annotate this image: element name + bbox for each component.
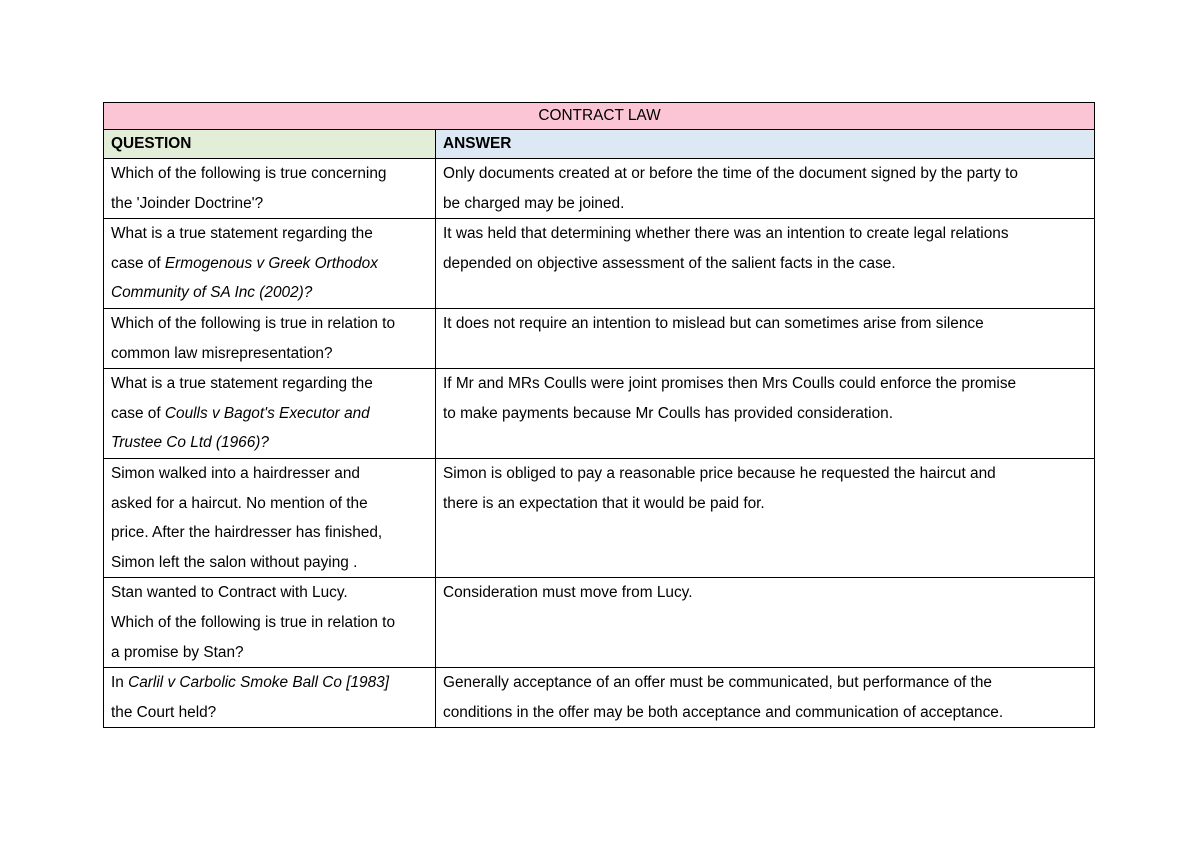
table-header-row <box>104 130 1095 159</box>
cell-text: Consideration must move from Lucy. <box>443 584 693 602</box>
question-text-line <box>111 399 429 429</box>
cell-text: Which of the following is true concerning <box>111 165 387 182</box>
answer-text-line <box>443 159 1088 189</box>
answer-text-line <box>443 369 1088 399</box>
cell-text: be charged may be joined. <box>443 194 625 212</box>
answer-column-header: ANSWER <box>436 130 1095 159</box>
question-cell <box>104 308 436 368</box>
answer-cell <box>436 308 1095 368</box>
question-text-line <box>111 159 429 189</box>
answer-text-line <box>443 189 1088 219</box>
answer-cell <box>436 458 1095 577</box>
answer-text-line <box>443 459 1088 489</box>
cell-text: case of <box>111 404 165 422</box>
cell-text: What is a true statement regarding the <box>111 225 373 243</box>
question-cell <box>104 458 436 577</box>
question-text-line <box>111 219 429 249</box>
cell-text: Simon is obliged to pay a reasonable price because he requested the haircut and <box>443 464 996 482</box>
question-text-line <box>111 309 429 339</box>
case-name-text: Coulls v Bagot's Executor and <box>164 404 370 422</box>
question-text-line <box>111 369 429 399</box>
answer-text-line <box>443 668 1088 698</box>
question-cell <box>104 219 436 309</box>
question-text-line <box>111 578 429 608</box>
case-name-text: Community of SA Inc (2002)? <box>111 284 313 302</box>
question-cell <box>104 668 436 728</box>
answer-cell <box>436 219 1095 309</box>
question-text-line <box>111 548 429 578</box>
answer-text-line <box>443 489 1088 519</box>
cell-text: It was held that determining whether there was an intention to create legal relations <box>443 225 1009 243</box>
question-cell <box>104 369 436 459</box>
answer-cell <box>436 668 1095 728</box>
cell-text: conditions in the offer may be both acceptance and communication of acceptance. <box>443 703 1004 721</box>
table-row <box>104 219 1095 309</box>
question-cell <box>104 578 436 668</box>
question-column-header: QUESTION <box>104 130 436 159</box>
question-text-line <box>111 249 429 279</box>
cell-text: It does not require an intention to mislead but can sometimes arise from silence <box>443 314 984 332</box>
cell-text: price. After the hairdresser has finished, <box>111 524 383 542</box>
cell-text: Simon walked into a hairdresser and <box>111 464 360 482</box>
cell-text: Generally acceptance of an offer must be communicated, but performance of the <box>443 674 992 692</box>
question-cell <box>104 159 436 219</box>
question-text-line <box>111 189 429 219</box>
cell-text: the 'Joinder Doctrine'? <box>111 194 264 212</box>
table-row <box>104 458 1095 577</box>
question-text-line <box>111 339 429 369</box>
cell-text: to make payments because Mr Coulls has provided consideration. <box>443 404 893 422</box>
table-row <box>104 159 1095 219</box>
table-row <box>104 578 1095 668</box>
cell-text: In <box>111 674 129 692</box>
answer-text-line <box>443 309 1088 339</box>
cell-text: case of <box>111 254 165 272</box>
table-body <box>104 103 1095 728</box>
case-name-text: Ermogenous v Greek Orthodox <box>164 254 378 272</box>
cell-text: Simon left the salon without paying . <box>111 553 358 571</box>
table-title: CONTRACT LAW <box>104 103 1095 130</box>
table-row <box>104 308 1095 368</box>
answer-text-line <box>443 249 1088 279</box>
answer-text-line <box>443 698 1088 728</box>
cell-text: Only documents created at or before the time of the document signed by the party to <box>443 165 1018 182</box>
cell-text: depended on objective assessment of the salient facts in the case. <box>443 254 896 272</box>
question-text-line <box>111 428 429 458</box>
cell-text: common law misrepresentation? <box>111 344 333 362</box>
question-text-line <box>111 518 429 548</box>
question-text-line <box>111 459 429 489</box>
question-text-line <box>111 698 429 728</box>
table-row <box>104 668 1095 728</box>
cell-text: If Mr and MRs Coulls were joint promises then Mrs Coulls could enforce the promise <box>443 375 1017 393</box>
cell-text: there is an expectation that it would be paid for. <box>443 494 765 512</box>
case-name-text: Trustee Co Ltd (1966)? <box>111 434 269 452</box>
table-row <box>104 369 1095 459</box>
cell-text: Which of the following is true in relation to <box>111 613 396 631</box>
cell-text: the Court held? <box>111 703 217 721</box>
answer-text-line <box>443 399 1088 429</box>
question-text-line <box>111 278 429 308</box>
answer-cell <box>436 369 1095 459</box>
question-text-line <box>111 608 429 638</box>
question-text-line <box>111 489 429 519</box>
answer-text-line <box>443 578 1088 608</box>
cell-text: Stan wanted to Contract with Lucy. <box>111 584 348 602</box>
table-title-row <box>104 103 1095 130</box>
case-name-text: Carlil v Carbolic Smoke Ball Co [1983] <box>128 674 390 692</box>
cell-text: a promise by Stan? <box>111 643 244 661</box>
answer-cell <box>436 159 1095 219</box>
answer-text-line <box>443 219 1088 249</box>
answer-cell <box>436 578 1095 668</box>
cell-text: What is a true statement regarding the <box>111 375 373 393</box>
contract-law-table <box>103 102 1095 728</box>
question-text-line <box>111 638 429 668</box>
cell-text: Which of the following is true in relation to <box>111 314 396 332</box>
question-text-line <box>111 668 429 698</box>
cell-text: asked for a haircut. No mention of the <box>111 494 368 512</box>
